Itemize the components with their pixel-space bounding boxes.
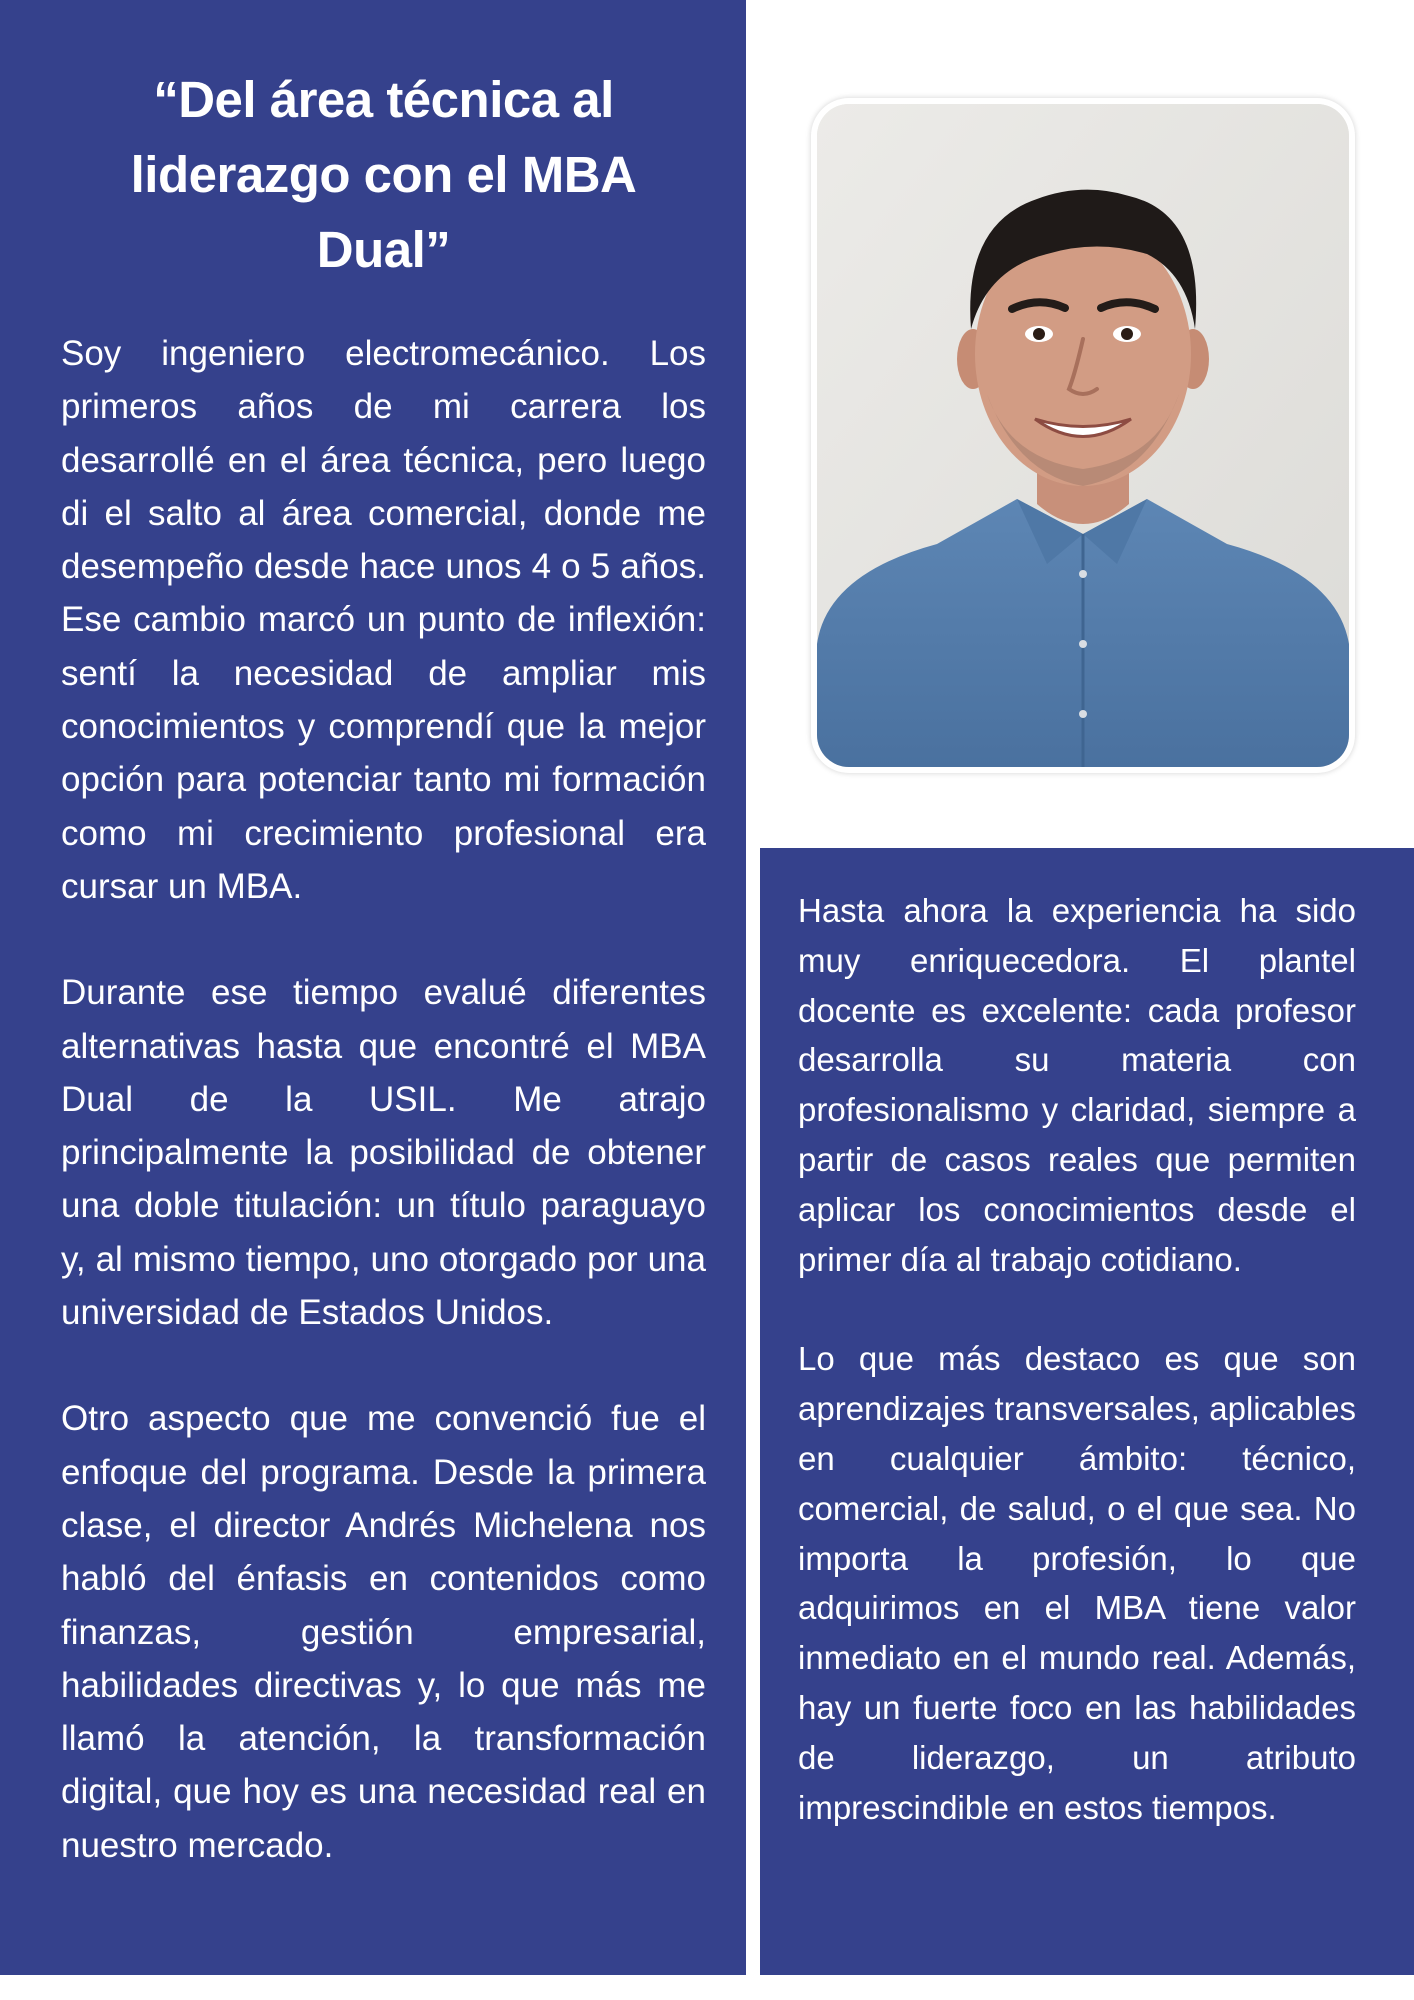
paragraph-highlights: Lo que más destaco es que son aprendizajes transversales, aplicables en cualquier ámbito: técnico, comercial, de salud, o el que sea. No importa la profesión, lo que adquirimos en el MBA tiene valor inmediato en el mundo real. Además, hay un fuerte foco en las habilidades de liderazgo, un atributo imprescindible en estos tiempos. [798, 1340, 1356, 1826]
paragraph-program-focus: Otro aspecto que me convenció fue el enfoque del programa. Desde la primera clase, el director Andrés Michelena nos habló del énfasis en contenidos como finanzas, gestión empresarial, habilidades directivas y, lo que más me llamó la atención, la transformación digital, que hoy es una necesidad real en nuestro mercado. [61, 1399, 706, 1865]
right-text-panel [760, 848, 1414, 1975]
portrait-photo [817, 104, 1349, 767]
title-line-2: liderazgo con el MBA Dual” [130, 146, 637, 278]
portrait-illustration [817, 104, 1349, 767]
paragraph-background: Soy ingeniero electromecánico. Los primeros años de mi carrera los desarrollé en el área técnica, pero luego di el salto al área comercial, donde me desempeño desde hace unos 4 o 5 años. Ese cambio marcó un punto de inflexión: sentí la necesidad de ampliar mis conocimientos y comprendí que la mejor opción para potenciar tanto mi formación como mi crecimiento profesional era cursar un MBA. [61, 334, 706, 906]
paragraph-choosing-program: Durante ese tiempo evalué diferentes alternativas hasta que encontré el MBA Dual de la USIL. Me atrajo principalmente la posibilidad de obtener una doble titulación: un título paraguayo y, al mismo tiempo, uno otorgado por una universidad de Estados Unidos. [61, 973, 706, 1333]
portrait-photo-frame [811, 98, 1355, 773]
paragraph-experience: Hasta ahora la experiencia ha sido muy enriquecedora. El plantel docente es excelente: cada profesor desarrolla su materia con profesionalismo y claridad, siempre a partir de casos reales que permiten aplicar los conocimientos desde el primer día al trabajo cotidiano. [798, 892, 1356, 1278]
title-line-1: “Del área técnica al [153, 71, 614, 128]
article-title [61, 62, 706, 287]
